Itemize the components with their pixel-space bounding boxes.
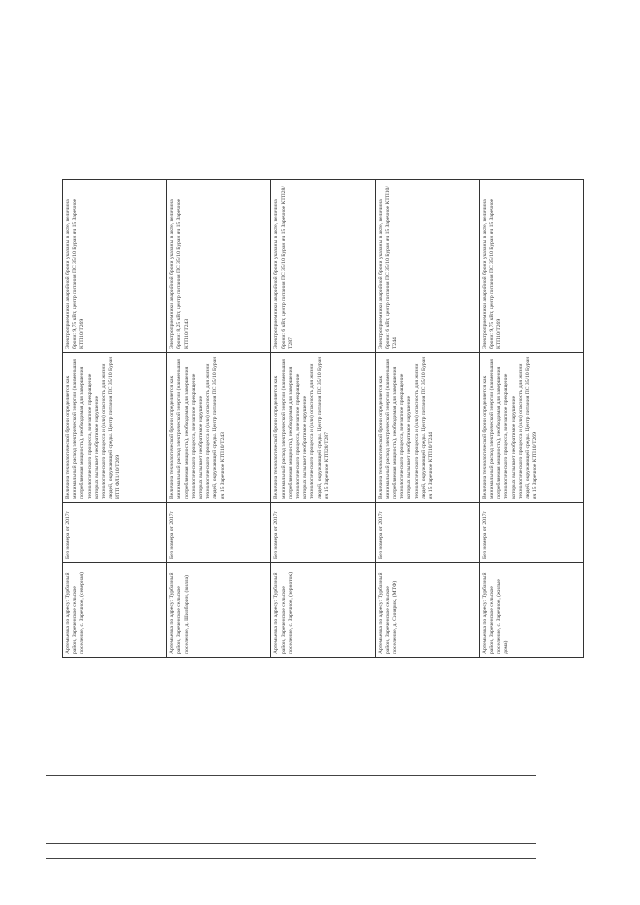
- object-cell: Артемьевка по адресу: Турбазный район, Зареченское сельское поселение, д. Синярик, (МТФ): [375, 563, 479, 658]
- signature-line-middle: [46, 843, 536, 844]
- description-cell: Величина технологической брони определяется как минимальный расход электрической энергии (наименьшая потребляемая мощность), необходимая для завершения технологического процесса, внезапное прекращение которых вызывает необратимое нарушение технологического процесса и (или) опасность для жизни людей, окружающей среды. Центр питания ПС 35/10 Буран яч 15 Заречное КТП10/Т269: [479, 353, 583, 503]
- table-row: [167, 180, 271, 658]
- reservation-cell: Электроприемники аварийной брони указаны в акте, величина брони: 9,75 кВт, центр питания ПС 35/10 Буран яч 15 Заречное КТП10/Т269: [479, 180, 583, 353]
- table-row: [375, 180, 479, 658]
- signature-line-upper: [46, 775, 536, 776]
- rotated-table-frame: [62, 180, 584, 658]
- reservation-cell: Электроприемники аварийной брони указаны в акте, величина брони: 6 кВт, центр питания ПС 35/10 Буран яч 15 Заречное КТП10/Т244: [375, 180, 479, 353]
- signature-line-lower: [46, 858, 536, 859]
- reservation-cell: Электроприемники аварийной брони указаны в акте, величина брони: 6 кВт, центр питания ПС 35/10 Буран яч 15 Заречное КТП28/Т287: [271, 180, 375, 353]
- object-cell: Артемьевка по адресу: Турбазный район, Зареченское сельское поселение, д. Шилбарин, (вилла): [167, 563, 271, 658]
- number-cell: Без номера от 2017г: [167, 503, 271, 563]
- table-row: [271, 180, 375, 658]
- number-cell: Без номера от 2017г: [479, 503, 583, 563]
- landscape-table-wrapper: [62, 180, 584, 658]
- table-row: [479, 180, 583, 658]
- object-cell: Артемьевка по адресу: Турбазный район, Зареченское сельское поселение, с. Заречное, (жилые дома): [479, 563, 583, 658]
- number-cell: Без номера от 2017г: [271, 503, 375, 563]
- description-cell: Величина технологической брони определяется как минимальный расход электрической энергии (наименьшая потребляемая мощность), необходимая для завершения технологического процесса, внезапное прекращение которых вызывает необратимое нарушение технологического процесса и (или) опасность для жизни людей, окружающей среды. Центр питания ПС 35/10 Буран яч 15 Заречное КТП28/Т287: [271, 353, 375, 503]
- table-row: [63, 180, 167, 658]
- description-cell: Величина технологической брони определяется как минимальный расход электрической энергии (наименьшая потребляемая мощность), необходимая для завершения технологического процесса, внезапное прекращение которых вызывает необратимое нарушение технологического процесса и (или) опасность для жизни людей, окружающей среды. Центр питания ПС 35/10 Буран ИТП ФЛ1/10/Т269: [63, 353, 167, 503]
- object-cell: Артемьевка по адресу: Турбазный район, Зареченское сельское поселение, с. Заречное, (зерноток): [271, 563, 375, 658]
- description-cell: Величина технологической брони определяется как минимальный расход электрической энергии (наименьшая потребляемая мощность), необходимая для завершения технологического процесса, внезапное прекращение которых вызывает необратимое нарушение технологического процесса и (или) опасность для жизни людей, окружающей среды. Центр питания ПС 35/10 Буран яч 15 Заречное КТП10/Т243: [167, 353, 271, 503]
- number-cell: Без номера от 2017г: [375, 503, 479, 563]
- reservation-cell: Электроприемники аварийной брони указаны в акте, величина брони: 9,75 кВт, центр питания ПС 35/10 Буран яч 15 Заречное КТП10/Т269: [63, 180, 167, 353]
- reservation-table: [62, 179, 584, 658]
- description-cell: Величина технологической брони определяется как минимальный расход электрической энергии (наименьшая потребляемая мощность), необходимая для завершения технологического процесса, внезапное прекращение которых вызывает необратимое нарушение технологического процесса и (или) опасность для жизни людей, окружающей среды. Центр питания ПС 35/10 Буран яч 15 Заречное КТП10/Т244: [375, 353, 479, 503]
- number-cell: Без номера от 2017г: [63, 503, 167, 563]
- reservation-cell: Электроприемники аварийной брони указаны в акте, величина брони: 8,25 кВт, центр питания ПС 35/10 Буран яч 15 Заречное КТП10/Т243: [167, 180, 271, 353]
- object-cell: Артемьевка по адресу: Турбазный район, Зареченское сельское поселение, с. Заречное, (северная): [63, 563, 167, 658]
